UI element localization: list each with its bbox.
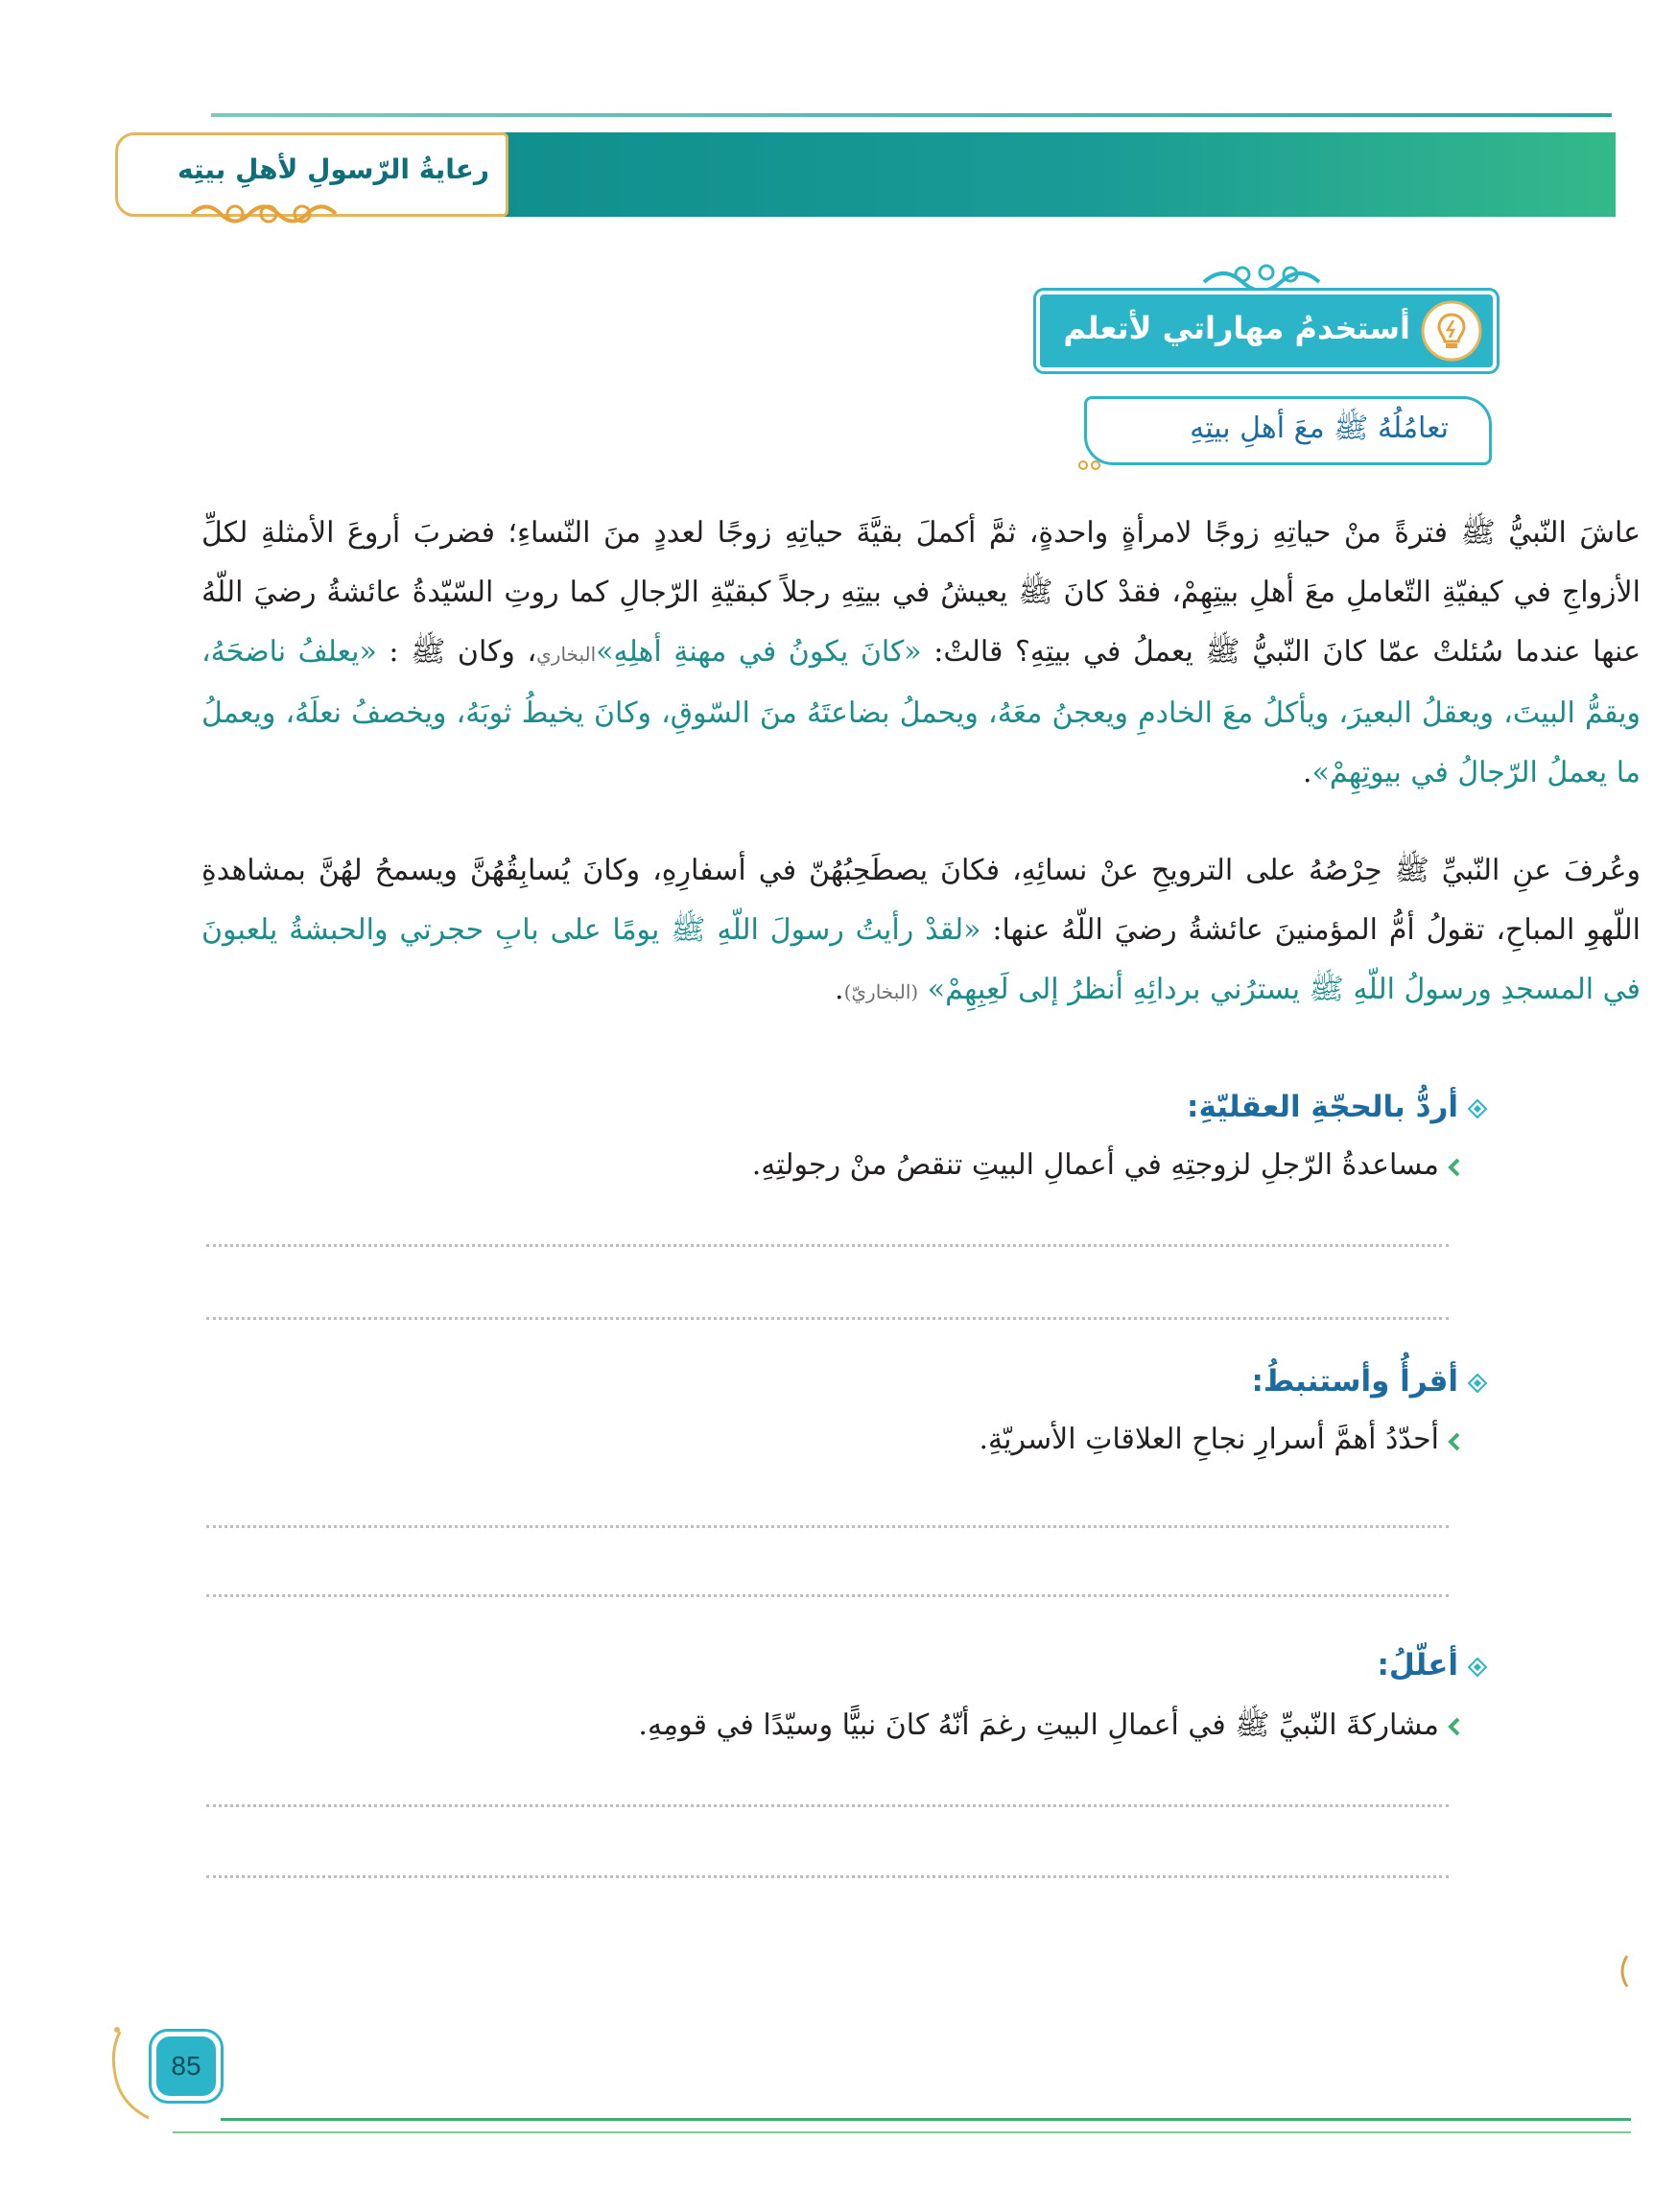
page-number: 85 xyxy=(171,2051,201,2081)
hadith-quote: «كانَ يكونُ في مهنةِ أهلِهِ» xyxy=(596,635,922,669)
answer-line[interactable] xyxy=(206,1317,1449,1320)
answer-line[interactable] xyxy=(206,1875,1449,1878)
edge-ornament-icon xyxy=(1616,1952,1631,1990)
ornament-icon xyxy=(1199,261,1334,290)
exercise-prompt: مساعدةُ الرّجلِ لزوجتِهِ في أعمالِ البيتِ تنقصُ منْ رجولتِهِ. xyxy=(751,1148,1439,1182)
header-band xyxy=(451,132,1616,217)
chapter-title: رعايةُ الرّسولِ لأهلِ بيتِه xyxy=(177,153,489,185)
chevron-bullet-icon xyxy=(1447,1158,1462,1177)
dots-icon xyxy=(1076,459,1105,472)
hadith-quote: «لقدْ رأيتُ رسولَ اللّهِ ﷺ يومًا على بابِ حجرتي والحبشةُ يلعبونَ في المسجدِ ورسولُ اللّهِ ﷺ يسترُني بردائِهِ أنظرُ إلى لَعِبِهِمْ» xyxy=(201,913,1641,1006)
diamond-bullet-icon xyxy=(1468,1658,1487,1677)
exercise-prompt: مشاركةَ النّبيِّ ﷺ في أعمالِ البيتِ رغمَ أنّهُ كانَ نبيًّا وسيّدًا في قومِهِ. xyxy=(638,1708,1439,1742)
exercise-heading: أقرأُ وأستنبطُ: xyxy=(1251,1364,1458,1399)
answer-line[interactable] xyxy=(206,1525,1449,1528)
footer-rule xyxy=(221,2118,1631,2121)
diamond-bullet-icon xyxy=(1468,1374,1487,1393)
skills-title: أستخدمُ مهاراتي لأتعلم xyxy=(1063,310,1410,346)
hadith-quote: «يعلفُ ناضحَهُ، ويقمُّ البيتَ، ويعقلُ البعيرَ، ويأكلُ معَ الخادمِ ويعجنُ معَهُ، ويحملُ بضاعتَهُ منَ السّوقِ، وكانَ يخيطُ ثوبَهُ، ويخصفُ نعلَهُ، ويعملُ ما يعملُ الرّجالُ في بيوتِهِمْ» xyxy=(201,635,1641,789)
paragraph-text: . xyxy=(1302,756,1312,789)
ornament-icon xyxy=(187,198,350,230)
paragraph-text: . xyxy=(835,973,844,1006)
exercise-prompt: أحدّدُ أهمَّ أسرارِ نجاحِ العلاقاتِ الأسريّةِ. xyxy=(979,1423,1439,1456)
answer-line[interactable] xyxy=(206,1594,1449,1597)
paragraph-1 xyxy=(201,504,1641,839)
paragraph-text: عاشَ النّبيُّ ﷺ فترةً منْ حياتِهِ زوجًا لامرأةٍ واحدةٍ، ثمَّ أكملَ بقيَّةَ حياتِهِ زوجًا لعددٍ منَ النّساءِ؛ فضربَ أروعَ الأمثلةِ لكلِّ الأزواجِ في كيفيّةِ التّعاملِ معَ أهلِ بيتِهِمْ، فقدْ كانَ ﷺ يعيشُ في بيتِهِ رجلاً كبقيّةِ الرّجالِ كما روتِ السّيّدةُ عائشةُ رضيَ اللّهُ عنها عندما سُئلتْ عمّا كانَ النّبيُّ ﷺ يعملُ في بيتِهِ؟ قالتْ: xyxy=(201,516,1641,669)
paragraph-text: ، وكان ﷺ : xyxy=(376,635,537,669)
topic-title: تعامُلُهُ ﷺ معَ أهلِ بيتِهِ xyxy=(1190,412,1449,445)
diamond-bullet-icon xyxy=(1468,1099,1487,1118)
hadith-source: البخاري xyxy=(536,643,597,666)
lightbulb-icon xyxy=(1420,299,1483,363)
header-rule xyxy=(211,113,1612,117)
paragraph-2 xyxy=(201,841,1641,1033)
footer-rule xyxy=(173,2131,1631,2133)
answer-line[interactable] xyxy=(206,1804,1449,1807)
chevron-bullet-icon xyxy=(1447,1717,1462,1736)
answer-line[interactable] xyxy=(206,1244,1449,1247)
paragraph-text: وعُرفَ عنِ النّبيِّ ﷺ حِرْصُهُ على الترويحِ عنْ نسائِهِ، فكانَ يصطَحِبُهُنّ في أسفارِهِ، وكانَ يُسابِقُهُنَّ ويسمحُ لهُنَّ بمشاهدةِ اللّهوِ المباحِ، تقولُ أمُّ المؤمنينَ عائشةُ رضيَ اللّهُ عنها: xyxy=(201,854,1641,947)
chevron-bullet-icon xyxy=(1447,1432,1462,1451)
exercise-heading: أعلّلُ: xyxy=(1377,1648,1458,1683)
exercise-heading: أردُّ بالحجّةِ العقليّةِ: xyxy=(1187,1090,1458,1124)
hadith-source: (البخاريّ) xyxy=(843,980,919,1003)
